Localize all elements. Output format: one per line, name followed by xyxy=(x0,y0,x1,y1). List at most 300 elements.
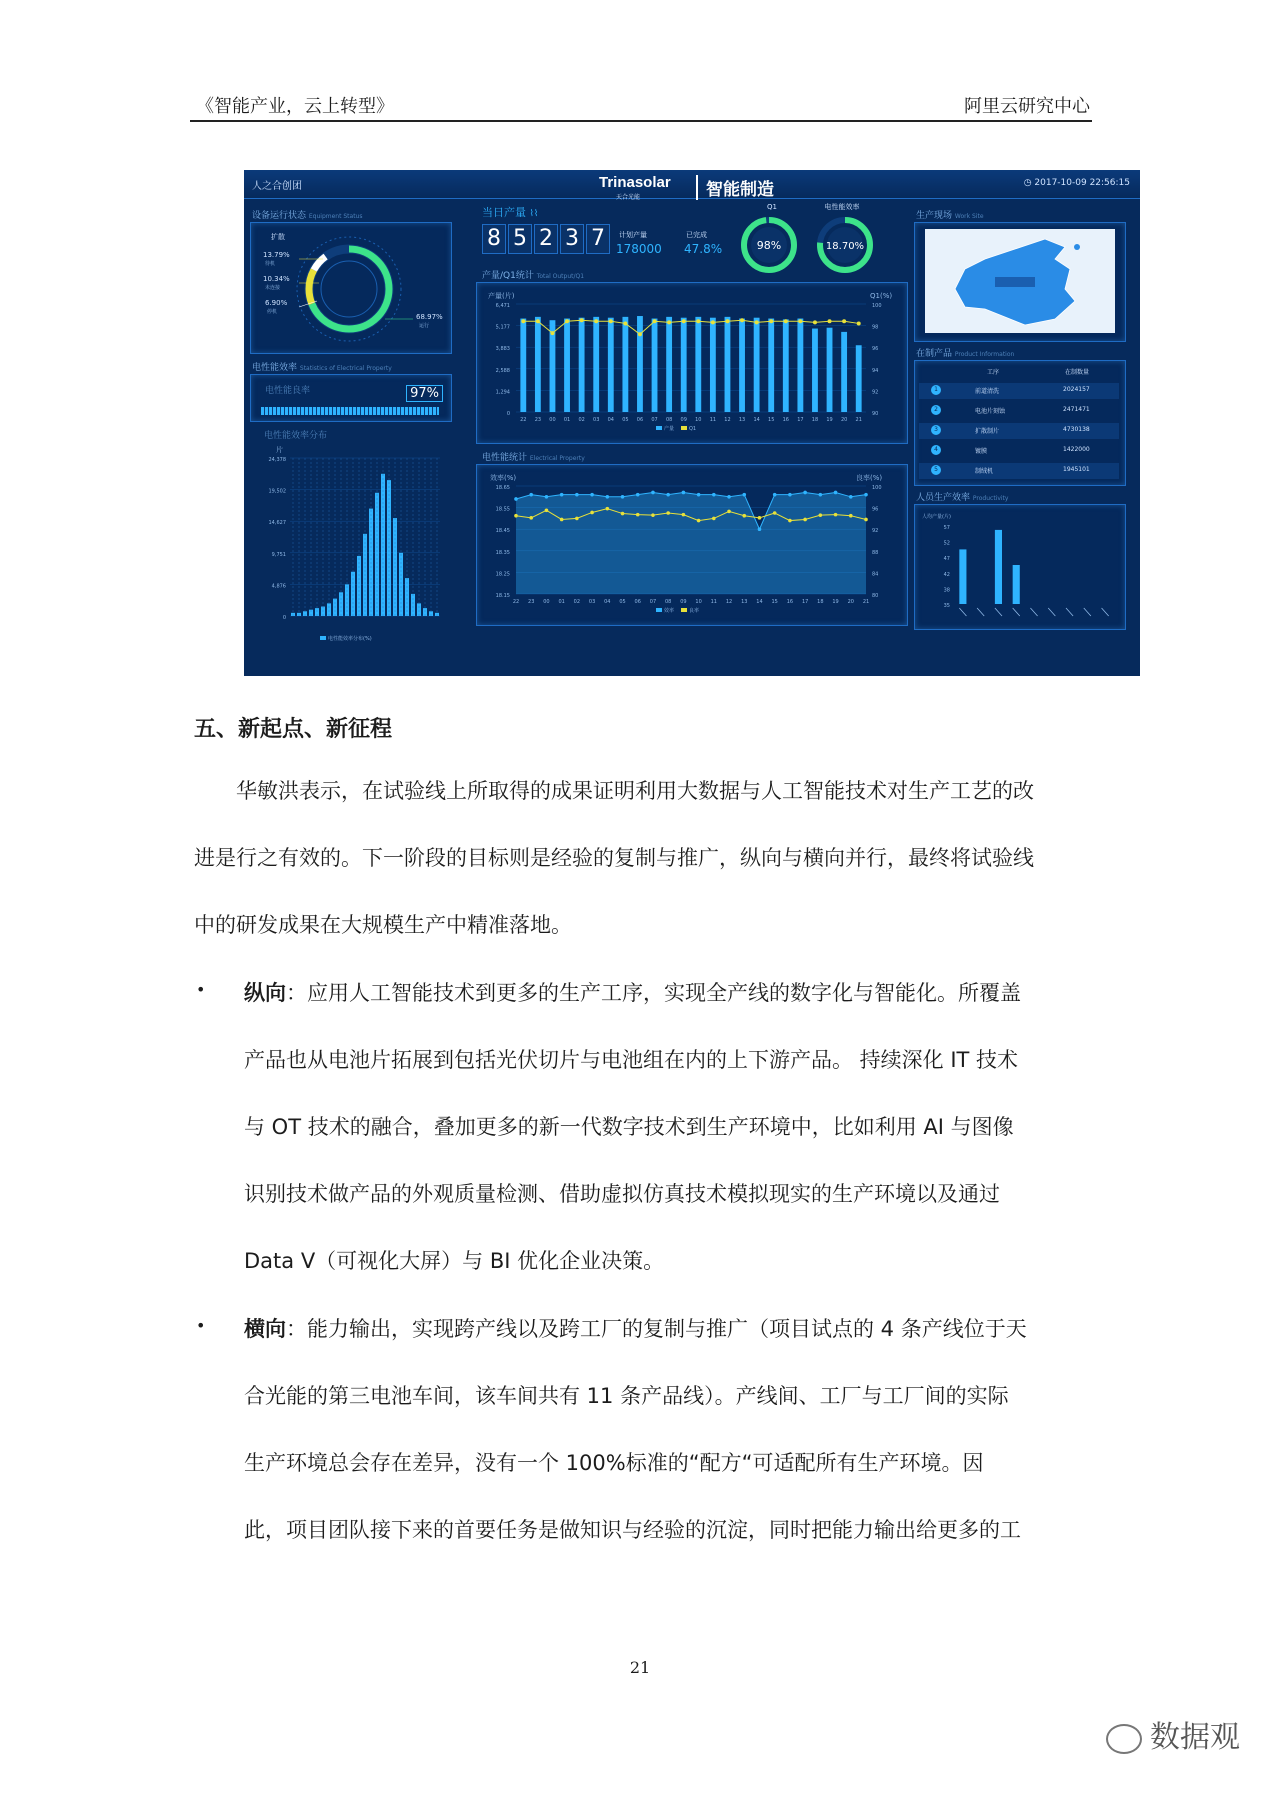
x-tick-label: 06 xyxy=(634,599,641,605)
y-right-tick-label: 96 xyxy=(872,346,879,353)
bar xyxy=(754,318,760,412)
legend-label: 产量 xyxy=(664,426,675,432)
y-tick-label: 24,378 xyxy=(268,457,286,463)
bar xyxy=(579,318,585,412)
q1-point xyxy=(609,319,613,323)
equip-val-3: 68.97% xyxy=(416,313,443,321)
x-tick-label: 00 xyxy=(543,599,550,605)
row-name: 电池片刻蚀 xyxy=(975,408,1006,415)
equip-val-1: 10.34% xyxy=(263,275,290,283)
y-right-tick-label: 80 xyxy=(872,593,879,599)
efficiency-point xyxy=(758,527,762,531)
bullet-dot-1: • xyxy=(196,980,206,999)
text-line: Data V（可视化大屏）与 BI 优化企业决策。 xyxy=(244,1249,665,1273)
table-row xyxy=(919,443,1119,459)
dashboard-image xyxy=(244,170,1140,676)
bullet-term: 横向 xyxy=(244,1317,286,1341)
x-tick-label: 18 xyxy=(817,599,824,605)
product-panel xyxy=(914,360,1126,486)
text-line: ：应用人工智能技术到更多的生产工序，实现全产线的数字化与智能化。所覆盖 xyxy=(286,981,1021,1005)
equip-lbl-0: 待机 xyxy=(265,261,276,267)
bar xyxy=(411,594,415,616)
q1-point xyxy=(740,318,744,322)
y-tick-label: 3,883 xyxy=(495,346,510,353)
pass-rate-panel xyxy=(250,374,452,422)
text-line: 进是行之有效的。下一阶段的目标则是经验的复制与推广，纵向与横向并行，最终将试验线 xyxy=(194,846,1034,870)
bar xyxy=(725,317,731,412)
y-tick-label: 18.15 xyxy=(495,593,510,599)
efficiency-point xyxy=(727,495,731,499)
q1-point xyxy=(667,320,671,324)
yield-point xyxy=(575,517,579,521)
x-tick-label: 02 xyxy=(578,417,585,423)
table-row xyxy=(919,423,1119,439)
kpi-rings xyxy=(737,200,897,280)
efficiency-point xyxy=(773,493,777,497)
output-chart xyxy=(476,282,906,442)
bar xyxy=(608,318,614,412)
bar xyxy=(710,318,716,412)
y-tick-label: 18.25 xyxy=(495,571,510,578)
yield-point xyxy=(727,510,731,514)
efficiency-area xyxy=(516,492,866,594)
bullet-2 xyxy=(244,1296,1094,1564)
row-index: 4 xyxy=(931,445,941,455)
q1-point xyxy=(769,319,773,323)
dashboard-topbar xyxy=(244,170,1140,199)
q1-label: Q1 xyxy=(767,203,777,211)
efficiency-point xyxy=(697,493,701,497)
x-tick-label: 02 xyxy=(573,599,581,605)
bar xyxy=(783,319,789,412)
yield-point xyxy=(712,517,716,521)
q1-value: 98% xyxy=(756,239,782,252)
x-tick-label: 08 xyxy=(664,599,672,605)
output-title: 产量/Q1统计 Total Output/Q1 xyxy=(482,271,585,281)
productivity-title: 人员生产效率 Productivity xyxy=(916,493,1009,503)
productivity-chart xyxy=(914,504,1124,628)
bar xyxy=(841,332,847,412)
y-right-tick-label: 94 xyxy=(872,367,879,374)
x-tick-label: 09 xyxy=(680,417,687,423)
efficiency-point xyxy=(514,497,518,501)
yield-point xyxy=(651,513,655,517)
yield-point xyxy=(849,514,853,518)
equip-val-0: 13.79% xyxy=(263,251,290,259)
x-tick-label: 08 xyxy=(665,417,673,423)
q1-point xyxy=(798,319,802,323)
yield-point xyxy=(514,514,518,518)
efficiency-point xyxy=(590,493,594,497)
x-tick-label: 18 xyxy=(811,417,819,423)
efficiency-point xyxy=(864,493,868,497)
text-line: 合光能的第三电池车间，该车间共有 11 条产品线）。产线间、工厂与工厂间的实际 xyxy=(244,1384,1009,1408)
header-title: 《智能产业，云上转型》 xyxy=(196,96,394,117)
y-tick-label: 18.55 xyxy=(495,506,510,513)
equip-legend-title: 扩散 xyxy=(271,233,285,241)
equip-val-2: 6.90% xyxy=(265,299,288,307)
q1-point xyxy=(842,319,846,323)
text-line: 识别技术做产品的外观质量检测、借助虚拟仿真技术模拟现实的生产环境以及通过 xyxy=(244,1182,1000,1206)
pass-rate-value: 97% xyxy=(406,385,443,402)
done-value: 47.8% xyxy=(684,242,723,256)
q1-line xyxy=(523,320,858,334)
x-tick-label: 05 xyxy=(622,417,629,423)
y-axis-label: 片 xyxy=(276,446,283,454)
equipment-title: 设备运行状态 Equipment Status xyxy=(252,211,363,221)
bar xyxy=(856,345,862,412)
x-tick-label: 11 xyxy=(709,417,717,423)
x-tick-label: 13 xyxy=(738,417,746,423)
y-tick-label: 52 xyxy=(943,540,950,547)
q1-point xyxy=(828,319,832,323)
efficiency-point xyxy=(712,493,716,497)
x-tick-label: 20 xyxy=(840,417,848,423)
yield-point xyxy=(682,513,686,517)
x-tick-mark xyxy=(1066,608,1073,616)
clock-icon: ◷ xyxy=(1023,178,1035,188)
efficiency-point xyxy=(834,491,838,495)
row-qty: 2024157 xyxy=(1063,386,1090,393)
watermark xyxy=(1106,1712,1240,1756)
x-tick-label: 13 xyxy=(741,599,748,605)
q1-point xyxy=(784,319,788,323)
x-tick-label: 12 xyxy=(724,417,731,423)
x-tick-label: 16 xyxy=(786,599,794,605)
bar xyxy=(666,317,672,412)
x-tick-label: 22 xyxy=(512,599,520,605)
y-tick-label: 35 xyxy=(943,603,950,609)
yield-point xyxy=(834,513,838,517)
x-tick-label: 03 xyxy=(593,417,600,423)
legend-label: 电性能效率分布(%) xyxy=(328,636,372,642)
bar xyxy=(739,319,745,412)
q1-point xyxy=(682,319,686,323)
product-col2: 在制数量 xyxy=(1065,369,1090,376)
legend-label: 效率 xyxy=(664,608,675,614)
map-image xyxy=(925,229,1115,333)
bar xyxy=(535,317,541,412)
y-right-tick-label: 90 xyxy=(872,411,879,417)
y-tick-label: 4,876 xyxy=(271,583,286,590)
row-qty: 1945101 xyxy=(1063,466,1090,473)
worksite-panel xyxy=(914,222,1126,342)
efficiency-point xyxy=(803,491,807,495)
x-tick-label: 21 xyxy=(862,599,870,605)
yield-point xyxy=(666,511,670,515)
yield-point xyxy=(788,519,792,523)
pass-rate-label: 电性能良率 xyxy=(265,386,311,396)
yield-point xyxy=(621,512,625,516)
efficiency-point xyxy=(849,495,853,499)
y-tick-label: 1,294 xyxy=(495,389,510,396)
bar xyxy=(768,319,774,412)
table-row xyxy=(919,463,1119,479)
y-right-tick-label: 92 xyxy=(872,528,879,535)
china-map-icon xyxy=(925,229,1115,333)
y-tick-label: 5,177 xyxy=(495,324,510,331)
wechat-icon xyxy=(1106,1724,1142,1754)
x-tick-label: 01 xyxy=(558,599,565,605)
legend-swatch xyxy=(656,608,662,612)
x-tick-label: 04 xyxy=(604,599,611,605)
y-tick-label: 57 xyxy=(943,525,950,531)
text-line: 生产环境总会存在差异，没有一个 100%标准的“配方“可适配所有生产环境。因 xyxy=(244,1451,984,1475)
efficiency-point xyxy=(666,493,670,497)
watermark-text: 数据观 xyxy=(1150,1720,1240,1755)
legend-swatch xyxy=(681,608,687,612)
x-tick-label: 14 xyxy=(756,599,763,605)
q1-point xyxy=(696,319,700,323)
page-header xyxy=(190,88,1092,122)
legend-label: 良率 xyxy=(689,608,700,614)
q1-point xyxy=(755,320,759,324)
equip-lbl-3: 运行 xyxy=(419,323,430,329)
bullet-dot-2: • xyxy=(196,1316,206,1335)
row-name: 扩散制片 xyxy=(975,428,1000,435)
section-heading: 五、新起点、新征程 xyxy=(194,717,393,742)
yield-point xyxy=(529,516,533,520)
y-tick-label: 47 xyxy=(943,556,950,563)
y-right-tick-label: 88 xyxy=(872,549,879,556)
digit: 3 xyxy=(560,224,584,254)
yield-point xyxy=(545,509,549,513)
digit: 5 xyxy=(508,224,532,254)
bar xyxy=(622,317,628,412)
y-right-tick-label: 100 xyxy=(872,485,882,491)
y-tick-label: 18.65 xyxy=(495,485,510,491)
x-tick-label: 01 xyxy=(563,417,571,423)
yield-point xyxy=(864,518,868,522)
x-tick-label: 17 xyxy=(797,417,804,423)
bar xyxy=(797,319,803,412)
efficiency-point xyxy=(621,495,625,499)
text-line: 中的研发成果在大规模生产中精准落地。 xyxy=(194,913,572,937)
x-tick-label: 19 xyxy=(826,417,833,423)
worksite-title: 生产现场 Work Site xyxy=(916,211,984,221)
x-tick-mark xyxy=(1048,608,1055,616)
x-tick-label: 09 xyxy=(680,599,687,605)
y-tick-label: 18.45 xyxy=(495,528,510,535)
dist-title: 电性能效率分布 xyxy=(264,431,328,441)
yield-point xyxy=(773,511,777,515)
bar xyxy=(564,319,570,412)
equipment-donut xyxy=(251,223,451,353)
y-axis-label: 产量(片) xyxy=(488,292,515,300)
digit: 7 xyxy=(586,224,610,254)
efficiency-point xyxy=(529,493,533,497)
bar xyxy=(681,318,687,412)
row-qty: 4730138 xyxy=(1063,426,1090,433)
brand-logo: Trinasolar xyxy=(599,174,671,191)
y-right-tick-label: 92 xyxy=(872,389,879,396)
x-tick-label: 16 xyxy=(782,417,789,423)
text-line: 与 OT 技术的融合，叠加更多的新一代数字技术到生产环境中，比如利用 AI 与图像 xyxy=(244,1115,1014,1139)
plan-value: 178000 xyxy=(616,242,662,256)
yield-point xyxy=(590,511,594,515)
text-line: 华敏洪表示，在试验线上所取得的成果证明利用大数据与人工智能技术对生产工艺的改 xyxy=(236,779,1034,803)
row-name: 制绒机 xyxy=(975,468,994,475)
text-line: 产品也从电池片拓展到包括光伏切片与电池组在内的上下游产品。 持续深化 IT 技术 xyxy=(244,1048,1019,1072)
y-right-tick-label: 84 xyxy=(872,571,879,578)
product-col1: 工序 xyxy=(987,369,1000,376)
legend-swatch xyxy=(681,426,687,430)
property-title: 电性能统计 Electrical Property xyxy=(482,453,585,463)
bar xyxy=(652,319,658,412)
yield-point xyxy=(636,513,640,517)
table-row xyxy=(919,383,1119,399)
y-axis-right-label: 良率(%) xyxy=(856,474,883,482)
electrical-title: 电性能效率 Statistics of Electrical Property xyxy=(252,363,392,373)
legend-swatch xyxy=(320,636,326,640)
yield-point xyxy=(606,507,610,511)
row-index: 1 xyxy=(931,385,941,395)
daily-title: 当日产量 ⌇⌇ xyxy=(482,206,539,219)
x-tick-label: 23 xyxy=(528,599,535,605)
efficiency-point xyxy=(606,495,610,499)
q1-point xyxy=(653,319,657,323)
x-tick-label: 06 xyxy=(636,417,644,423)
efficiency-point xyxy=(819,493,823,497)
x-tick-label: 00 xyxy=(549,417,556,423)
x-tick-label: 03 xyxy=(588,599,596,605)
yield-point xyxy=(697,519,701,523)
x-tick-label: 19 xyxy=(832,599,839,605)
trend-icon: ⌇⌇ xyxy=(529,209,539,219)
bar xyxy=(812,329,818,412)
efficiency-point xyxy=(545,495,549,499)
y-tick-label: 2,588 xyxy=(495,367,510,374)
x-tick-mark xyxy=(1030,608,1037,616)
datetime xyxy=(1024,178,1130,188)
x-tick-label: 17 xyxy=(801,599,809,605)
bar xyxy=(995,530,1002,604)
q1-point xyxy=(594,319,598,323)
q1-point xyxy=(638,332,642,336)
distribution-chart xyxy=(250,440,450,670)
yield-point xyxy=(819,513,823,517)
bar xyxy=(827,328,833,412)
bar xyxy=(1013,565,1020,604)
y-tick-label: 42 xyxy=(943,571,950,578)
done-label: 已完成 xyxy=(686,231,707,239)
paragraph-1 xyxy=(194,758,1094,959)
company-name: 人之合创团 xyxy=(252,181,302,192)
x-tick-label: 23 xyxy=(534,417,542,423)
y-tick-label: 18.35 xyxy=(495,549,510,556)
x-tick-mark xyxy=(1102,608,1109,616)
efficiency-point xyxy=(636,493,640,497)
dashboard-title: 智能制造 xyxy=(696,175,774,200)
row-qty: 2471471 xyxy=(1063,406,1090,413)
row-index: 2 xyxy=(931,405,941,415)
x-tick-label: 20 xyxy=(847,599,854,605)
y-tick-label: 9,751 xyxy=(271,551,286,558)
property-chart xyxy=(476,464,906,624)
y-tick-label: 14,627 xyxy=(268,520,286,527)
row-qty: 1422000 xyxy=(1063,446,1090,453)
efficiency-point xyxy=(575,493,579,497)
x-tick-mark xyxy=(1084,608,1091,616)
bar xyxy=(959,549,966,604)
eff-label: 电性能效率 xyxy=(824,203,860,211)
yield-point xyxy=(758,516,762,520)
table-row xyxy=(919,403,1119,419)
x-tick-label: 15 xyxy=(768,417,775,423)
bullet-term: 纵向 xyxy=(244,981,286,1005)
x-tick-label: 05 xyxy=(619,599,626,605)
y-right-tick-label: 96 xyxy=(872,506,879,513)
x-tick-label: 10 xyxy=(695,599,702,605)
q1-point xyxy=(550,331,554,335)
header-org: 阿里云研究中心 xyxy=(964,96,1090,117)
x-tick-label: 07 xyxy=(651,417,658,423)
q1-point xyxy=(857,321,861,325)
efficiency-point xyxy=(651,491,655,495)
y-right-tick-label: 98 xyxy=(872,324,879,331)
text-line: 此，项目团队接下来的首要任务是做知识与经验的沉淀，同时把能力输出给更多的工 xyxy=(244,1518,1021,1542)
y-tick-label: 19,502 xyxy=(268,488,286,495)
y-axis-label: 效率(%) xyxy=(490,474,517,482)
y-right-tick-label: 100 xyxy=(872,303,882,309)
equip-lbl-2: 停机 xyxy=(267,309,278,315)
q1-point xyxy=(623,321,627,325)
row-index: 5 xyxy=(931,465,941,475)
y-tick-label: 6,471 xyxy=(495,303,510,309)
bar xyxy=(637,316,643,412)
legend-label: Q1 xyxy=(689,426,697,432)
yield-point xyxy=(742,514,746,518)
q1-point xyxy=(521,319,525,323)
daily-value xyxy=(482,224,610,254)
q1-point xyxy=(813,320,817,324)
x-tick-label: 15 xyxy=(771,599,778,605)
brand-sub: 天合光能 xyxy=(616,194,641,201)
bar xyxy=(695,317,701,412)
yield-point xyxy=(560,518,564,522)
x-tick-mark xyxy=(959,608,966,616)
x-tick-label: 04 xyxy=(607,417,614,423)
row-name: 前道清洗 xyxy=(975,388,1000,395)
bullet-1 xyxy=(244,960,1094,1295)
q1-point xyxy=(725,319,729,323)
x-tick-label: 10 xyxy=(695,417,702,423)
bar xyxy=(520,319,526,412)
efficiency-point xyxy=(682,491,686,495)
plan-label: 计划产量 xyxy=(619,231,647,239)
legend-swatch xyxy=(656,426,662,430)
x-tick-label: 21 xyxy=(855,417,862,423)
digit: 2 xyxy=(534,224,558,254)
eff-value: 18.70% xyxy=(825,241,865,252)
q1-point xyxy=(580,318,584,322)
datetime-text: 2017-10-09 22:56:15 xyxy=(1034,178,1130,188)
x-tick-label: 14 xyxy=(753,417,760,423)
q1-point xyxy=(565,319,569,323)
page-number: 21 xyxy=(629,1658,651,1677)
y-tick-label: 38 xyxy=(943,587,950,594)
product-title: 在制产品 Product Information xyxy=(916,349,1015,359)
pass-rate-bar xyxy=(261,407,439,415)
equip-lbl-1: 未连接 xyxy=(265,285,281,291)
x-tick-mark xyxy=(995,608,1002,616)
efficiency-point xyxy=(742,493,746,497)
q1-point xyxy=(711,320,715,324)
digit: 8 xyxy=(482,224,506,254)
y-axis-label: 人均产量(片) xyxy=(922,514,951,520)
yield-point xyxy=(803,518,807,522)
equipment-panel xyxy=(250,222,452,354)
